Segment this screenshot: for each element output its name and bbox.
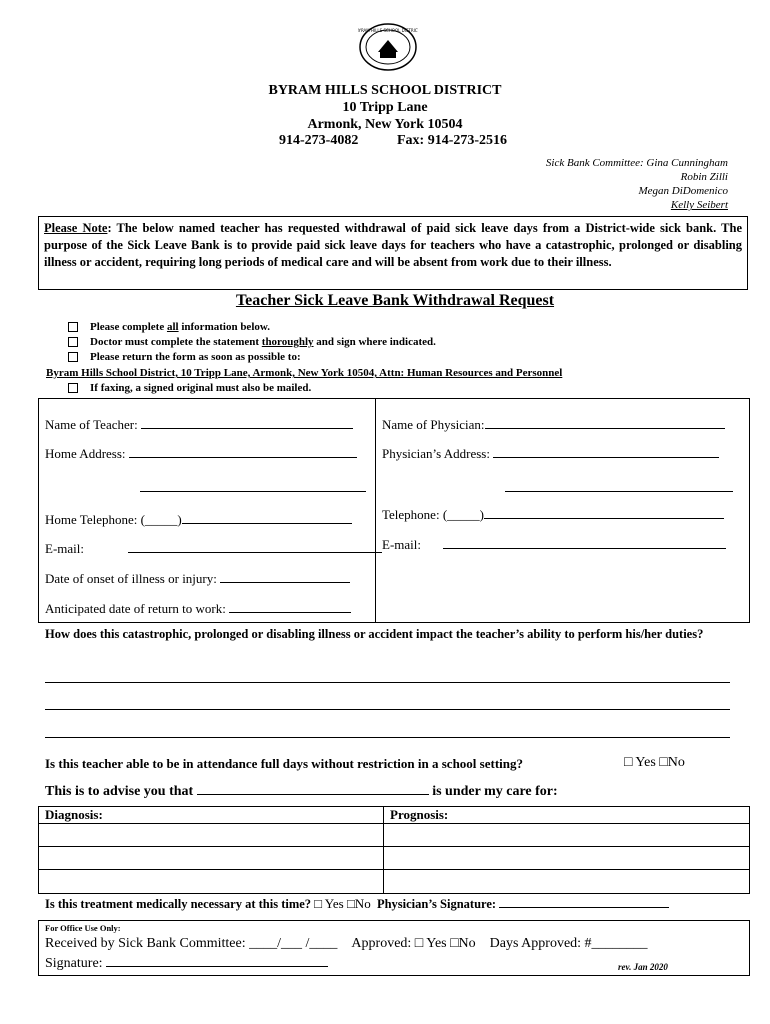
prognosis-header: Prognosis: (390, 807, 449, 822)
physician-telephone-field[interactable]: Telephone: (_____) (382, 507, 724, 523)
return-address: Byram Hills School District, 10 Tripp Lane, Armonk, New York 10504, Attn: Human Resources and Personnel (46, 367, 563, 379)
form-title: Teacher Sick Leave Bank Withdrawal Request (235, 292, 555, 309)
checkbox-icon (68, 337, 78, 347)
approved-options[interactable]: Approved: □ Yes □No (351, 936, 476, 951)
office-use-label: For Office Use Only: (45, 923, 121, 933)
committee-member: Robin Zilli (680, 171, 728, 183)
checkbox-icon (68, 352, 78, 362)
return-date-field[interactable]: Anticipated date of return to work: (45, 601, 351, 617)
office-signature-label: Signature: (45, 956, 103, 971)
home-telephone-field[interactable]: Home Telephone: (_____) (45, 512, 352, 528)
revision-date: rev. Jan 2020 (618, 962, 668, 972)
district-street: 10 Tripp Lane (342, 100, 428, 115)
impact-question: How does this catastrophic, prolonged or disabling illness or accident impact the teacher’s ability to perform his/her duties? (45, 627, 704, 641)
treatment-question: Is this treatment medically necessary at this time? (45, 897, 312, 911)
seal-text: BYRAM HILLS SCHOOL DISTRICT (358, 28, 418, 33)
committee-member: Kelly Seibert (670, 199, 728, 211)
advise-label: This is to advise you that (45, 784, 194, 799)
district-city: Armonk, New York 10504 (307, 117, 463, 132)
treatment-options[interactable]: □ Yes □No (314, 896, 371, 911)
physician-email-field[interactable]: E-mail: (382, 537, 726, 553)
home-address-line2[interactable] (140, 491, 366, 492)
district-seal (358, 22, 418, 72)
impact-line[interactable] (45, 682, 730, 683)
district-phone: 914-273-4082 (279, 133, 359, 148)
days-approved-field[interactable]: Days Approved: #________ (489, 936, 648, 951)
district-fax: Fax: 914-273-2516 (397, 133, 508, 148)
onset-date-field[interactable]: Date of onset of illness or injury: (45, 571, 350, 587)
note-text: : The below named teacher has requested withdrawal of paid sick leave days from a District-wide sick bank. The purpose of the Sick Leave Bank is to provide paid sick leave days for teachers who have a catastrophic, prolonged or disabling illness or accident, requiring long periods of medical care and will be absent from work due to their illness. (44, 221, 742, 269)
committee-label: Sick Bank Committee: Gina Cunningham (545, 157, 728, 169)
office-signature-field[interactable] (106, 966, 328, 967)
attendance-options[interactable]: □ Yes □No (624, 755, 685, 770)
impact-line[interactable] (45, 737, 730, 738)
attendance-question: Is this teacher able to be in attendance full days without restriction in a school setting? (45, 756, 523, 771)
patient-name-field[interactable] (197, 794, 429, 795)
note-box (38, 216, 748, 290)
received-field[interactable]: Received by Sick Bank Committee: ____/___ /____ (45, 936, 338, 951)
diagnosis-header: Diagnosis: (45, 807, 103, 822)
physician-name-field[interactable]: Name of Physician: (382, 417, 725, 433)
physician-address-field[interactable]: Physician’s Address: (382, 446, 719, 462)
advise-label-end: is under my care for: (432, 784, 558, 799)
physician-signature-label: Physician’s Signature: (376, 897, 497, 911)
checkbox-icon (68, 383, 78, 393)
teacher-email-field[interactable]: E-mail: (45, 541, 382, 557)
checkbox-icon (68, 322, 78, 332)
physician-address-line2[interactable] (505, 491, 733, 492)
note-label: Please Note (44, 221, 108, 235)
district-name: BYRAM HILLS SCHOOL DISTRICT (268, 83, 502, 98)
home-address-field[interactable]: Home Address: (45, 446, 357, 462)
physician-signature-field[interactable] (499, 907, 669, 908)
impact-line[interactable] (45, 709, 730, 710)
teacher-name-field[interactable]: Name of Teacher: (45, 417, 353, 433)
committee-member: Megan DiDomenico (638, 185, 728, 197)
